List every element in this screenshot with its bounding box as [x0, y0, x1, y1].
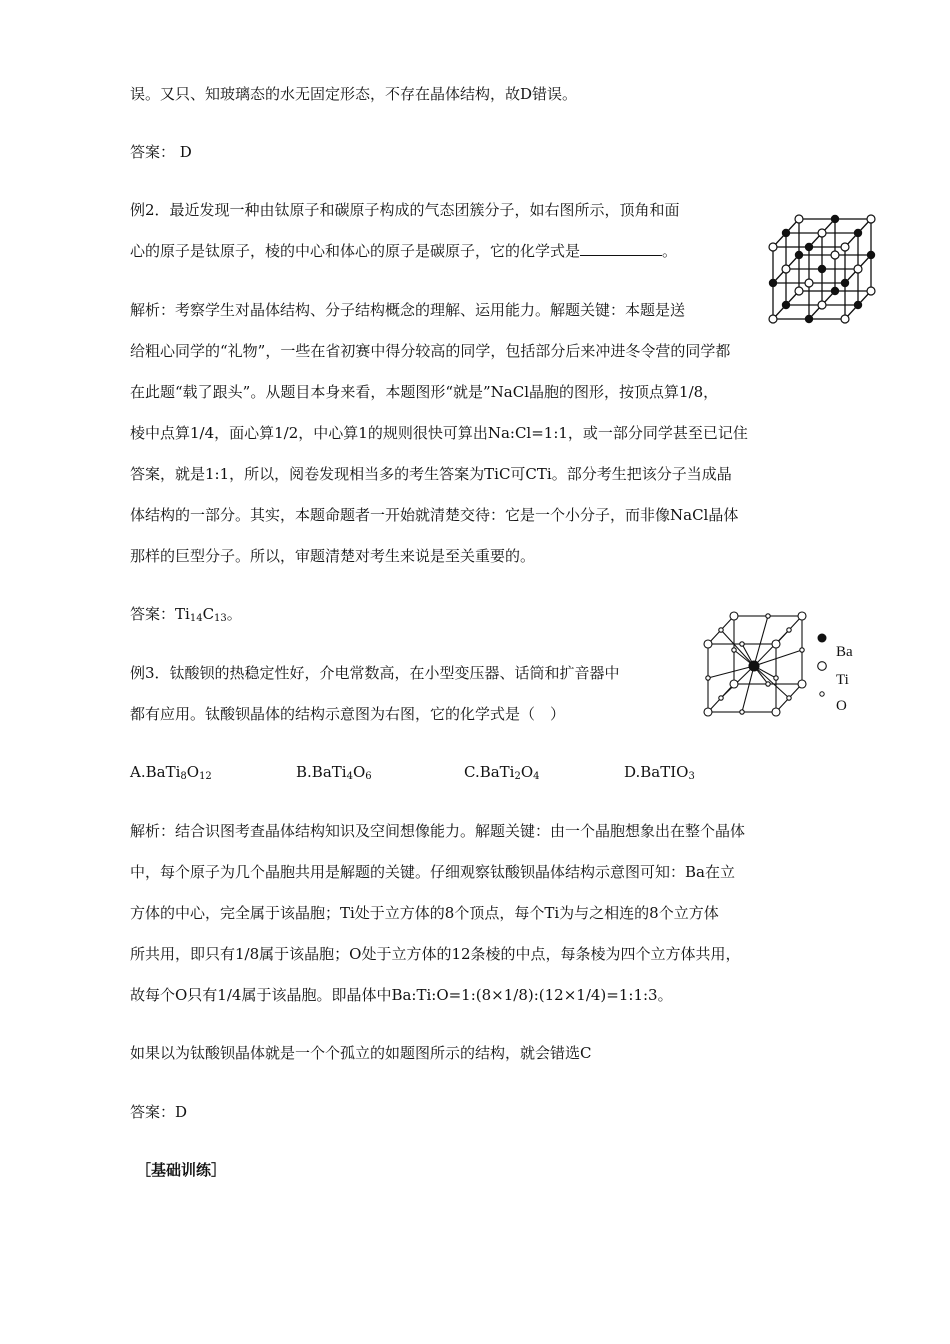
analysis-3-line-4: 所共用，即只有1/8属于该晶胞；O处于立方体的12条棱的中点，每条棱为四个立方体共用，: [130, 945, 741, 963]
legend-ba-dot: [816, 632, 828, 644]
ti-c-cluster-figure: [765, 213, 883, 329]
warning-line: 如果以为钛酸钡晶体就是一个个孤立的如题图所示的结构，就会错选C: [130, 1044, 592, 1062]
batio3-crystal-figure: [700, 610, 812, 722]
legend-o-circle: [818, 690, 826, 698]
example-2-text: 心的原子是钛原子，棱的中心和体心的原子是碳原子，它的化学式是: [130, 242, 581, 260]
option-d: D.BaTIO$_3$: [624, 763, 695, 782]
example-2-line-2: [130, 241, 677, 261]
answer-blank: [580, 241, 662, 256]
answer-2-c-sub: 13: [214, 613, 227, 624]
analysis-2-line-5: 答案，就是1:1，所以，阅卷发现相当多的考生答案为TiC可CTi。部分考生把该分子当成晶: [130, 465, 732, 483]
example-2-line-1: 例2．最近发现一种由钛原子和碳原子构成的气态团簇分子，如右图所示，顶角和面: [130, 201, 680, 219]
analysis-3-line-1: 解析：结合识图考查晶体结构知识及空间想像能力。解题关键：由一个晶胞想象出在整个晶体: [130, 822, 746, 840]
analysis-2-line-6: 体结构的一部分。其实，本题命题者一开始就清楚交待：它是一个小分子，而非像NaCl晶体: [130, 506, 739, 524]
legend-ti-circle: [816, 660, 828, 672]
answer-2-c: C: [202, 605, 215, 623]
legend-ti-label: Ti: [836, 672, 849, 688]
section-heading: ［基础训练］: [136, 1161, 227, 1179]
option-a: $A.BaTi_8O_{12}$: [130, 763, 212, 782]
answer-2-prefix: 答案：: [130, 605, 176, 623]
answer-2-ti: Ti: [175, 605, 190, 623]
period: 。: [662, 242, 678, 260]
analysis-3-line-5: 故每个O只有1/4属于该晶胞。即晶体中Ba:Ti:O=1:(8×1/8):(12×1/4)=1:1:3。: [130, 986, 673, 1004]
analysis-2-line-2: 给粗心同学的“礼物”，一些在省初赛中得分较高的同学，包括部分后来冲进冬令营的同学都: [130, 342, 731, 360]
answer-2-ti-sub: 14: [189, 613, 203, 624]
legend-ba-label: Ba: [836, 644, 853, 660]
analysis-2-line-4: 棱中点算1/4，面心算1/2，中心算1的规则很快可算出Na:Cl=1:1，或一部分同学甚至已记住: [130, 424, 748, 442]
analysis-3-line-2: 中，每个原子为几个晶胞共用是解题的关键。仔细观察钛酸钡晶体结构示意图可知：Ba在立: [130, 863, 735, 881]
answer-3: 答案：D: [130, 1103, 188, 1121]
answer-2: [130, 604, 242, 624]
option-b: $B.BaTi_4O_6$: [296, 763, 372, 782]
analysis-2-line-3: 在此题“载了跟头”。从题目本身来看，本题图形“就是”NaCl晶胞的图形，按顶点算1/8，: [130, 383, 719, 401]
answer-1: 答案： D: [130, 143, 192, 161]
analysis-2-line-1: 解析：考察学生对晶体结构、分子结构概念的理解、运用能力。解题关键：本题是送: [130, 301, 686, 319]
analysis-2-line-7: 那样的巨型分子。所以，审题清楚对考生来说是至关重要的。: [130, 547, 536, 565]
analysis-3-line-3: 方体的中心，完全属于该晶胞；Ti处于立方体的8个顶点，每个Ti为与之相连的8个立方体: [130, 904, 719, 922]
example-3-line-2: 都有应用。钛酸钡晶体的结构示意图为右图，它的化学式是（ ）: [130, 705, 566, 723]
example-3-line-1: 例3．钛酸钡的热稳定性好，介电常数高，在小型变压器、话筒和扩音器中: [130, 664, 620, 682]
answer-2-suffix: 。: [226, 605, 242, 623]
option-c: $C.BaTi_2O_4$: [464, 763, 540, 782]
legend-o-label: O: [836, 698, 847, 714]
text-line-1: 误。又只、知玻璃态的水无固定形态，不存在晶体结构，故D错误。: [130, 85, 578, 103]
